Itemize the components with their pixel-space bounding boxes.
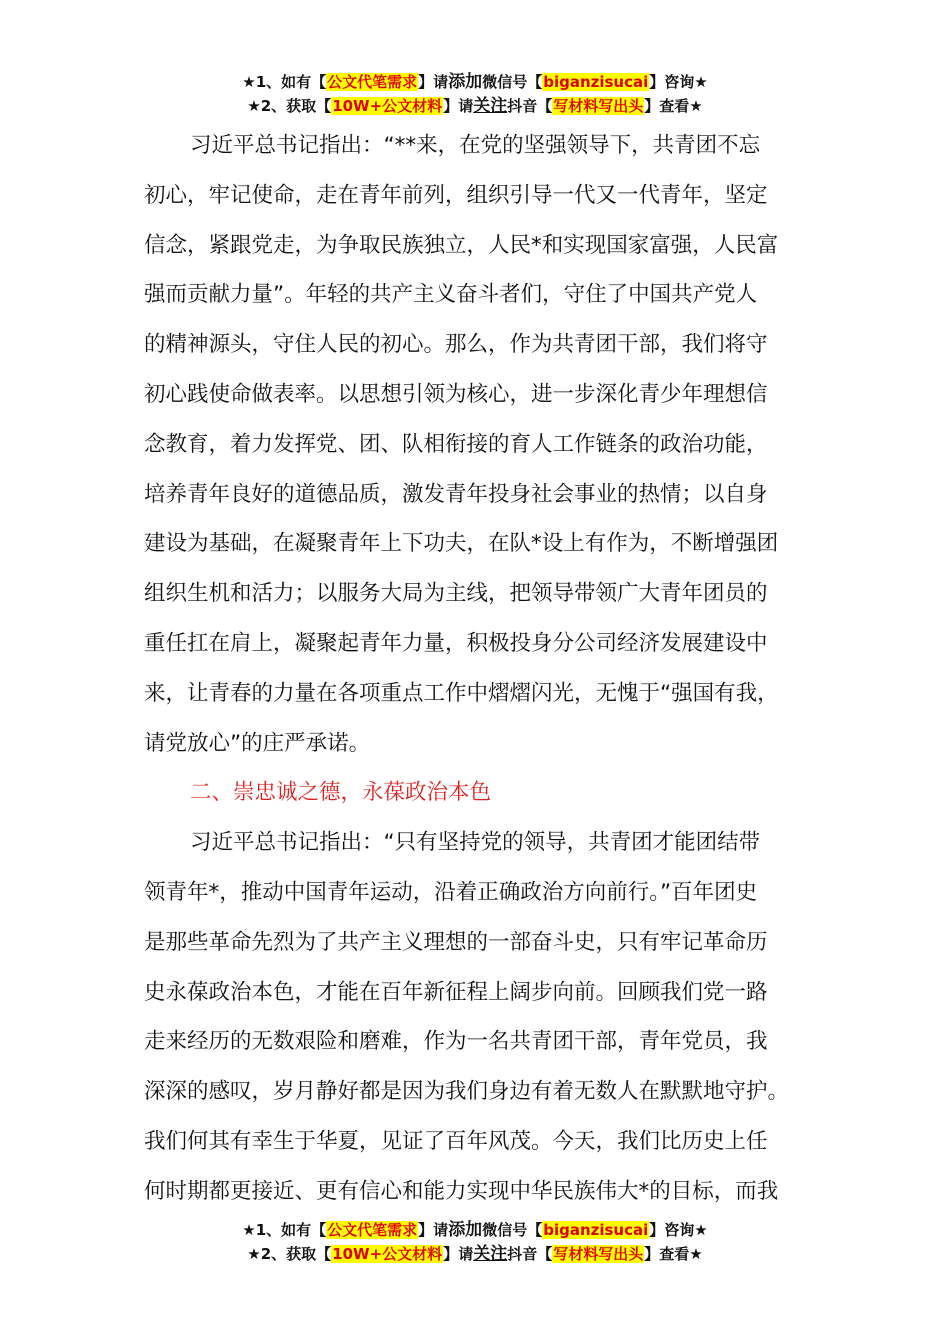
banner-line-2: ★2、获取【10W+公文材料】请关注抖音【写材料写出头】查看★ xyxy=(247,1244,703,1264)
section-heading: 二、崇忠诚之德，永葆政治本色 xyxy=(190,780,492,806)
paragraph-line: 念教育，着力发挥党、团、队相衔接的育人工作链条的政治功能， xyxy=(144,431,768,457)
paragraph-line: 组织生机和活力；以服务大局为主线，把领导带领广大青年团员的 xyxy=(144,581,768,607)
wechat-id-highlight: biganzisucai xyxy=(543,1221,649,1239)
document-body xyxy=(144,121,834,1217)
paragraph-line: 来，让青春的力量在各项重点工作中熠熠闪光，无愧于“强国有我， xyxy=(144,680,779,706)
paragraph-line: 培养青年良好的道德品质，激发青年投身社会事业的热情；以自身 xyxy=(144,481,768,507)
paragraph-line: 深深的感叹，岁月静好都是因为我们身边有着无数人在默默地守护。 xyxy=(144,1079,790,1105)
materials-highlight: 10W+公文材料 xyxy=(332,1245,443,1263)
paragraph-line: 信念，紧跟党走，为争取民族独立，人民*和实现国家富强，人民富 xyxy=(144,232,779,258)
wechat-id-highlight: biganzisucai xyxy=(543,73,649,91)
paragraph-line: 习近平总书记指出：“**来，在党的坚强领导下，共青团不忘 xyxy=(190,133,761,158)
paragraph-line: 强而贡献力量”。年轻的共产主义奋斗者们，守住了中国共产党人 xyxy=(144,282,758,308)
paragraph-line: 重任扛在肩上，凝聚起青年力量，积极投身分公司经济发展建设中 xyxy=(144,630,768,656)
paragraph-line: 我们何其有幸生于华夏，见证了百年风茂。今天，我们比历史上任 xyxy=(144,1128,768,1154)
douyin-highlight: 写材料写出头 xyxy=(553,1245,644,1263)
materials-highlight: 10W+公文材料 xyxy=(332,97,443,115)
paragraph-line: 是那些革命先烈为了共产主义理想的一部奋斗史，只有牢记革命历 xyxy=(144,929,768,955)
paragraph-line: 初心，牢记使命，走在青年前列，组织引导一代又一代青年，坚定 xyxy=(144,182,768,208)
paragraph-line: 习近平总书记指出：“只有坚持党的领导，共青团才能团结带 xyxy=(190,830,761,856)
banner-line-2: ★2、获取【10W+公文材料】请关注抖音【写材料写出头】查看★ xyxy=(247,96,703,116)
paragraph-line: 的精神源头，守住人民的初心。那么，作为共青团干部，我们将守 xyxy=(144,332,768,358)
bottom-banner xyxy=(0,1218,950,1266)
service-highlight: 公文代笔需求 xyxy=(327,73,418,91)
paragraph-line: 走来经历的无数艰险和磨难，作为一名共青团干部，青年党员，我 xyxy=(144,1029,768,1055)
douyin-highlight: 写材料写出头 xyxy=(553,97,644,115)
paragraph-line: 领青年*，推动中国青年运动，沿着正确政治方向前行。”百年团史 xyxy=(144,879,758,905)
paragraph-line: 史永葆政治本色，才能在百年新征程上阔步向前。回顾我们党一路 xyxy=(144,979,768,1005)
banner-line-1: ★1、如有【公文代笔需求】请添加微信号【biganzisucai】咨询★ xyxy=(242,1220,708,1240)
top-banner xyxy=(0,70,950,118)
service-highlight: 公文代笔需求 xyxy=(327,1221,418,1239)
paragraph-line: 何时期都更接近、更有信心和能力实现中华民族伟大*的目标，而我 xyxy=(144,1178,779,1204)
paragraph-line: 请党放心”的庄严承诺。 xyxy=(144,730,371,756)
banner-line-1: ★1、如有【公文代笔需求】请添加微信号【biganzisucai】咨询★ xyxy=(242,72,708,92)
paragraph-line: 建设为基础，在凝聚青年上下功夫，在队*设上有作为，不断增强团 xyxy=(144,531,779,557)
paragraph-line: 初心践使命做表率。以思想引领为核心，进一步深化青少年理想信 xyxy=(144,381,768,407)
